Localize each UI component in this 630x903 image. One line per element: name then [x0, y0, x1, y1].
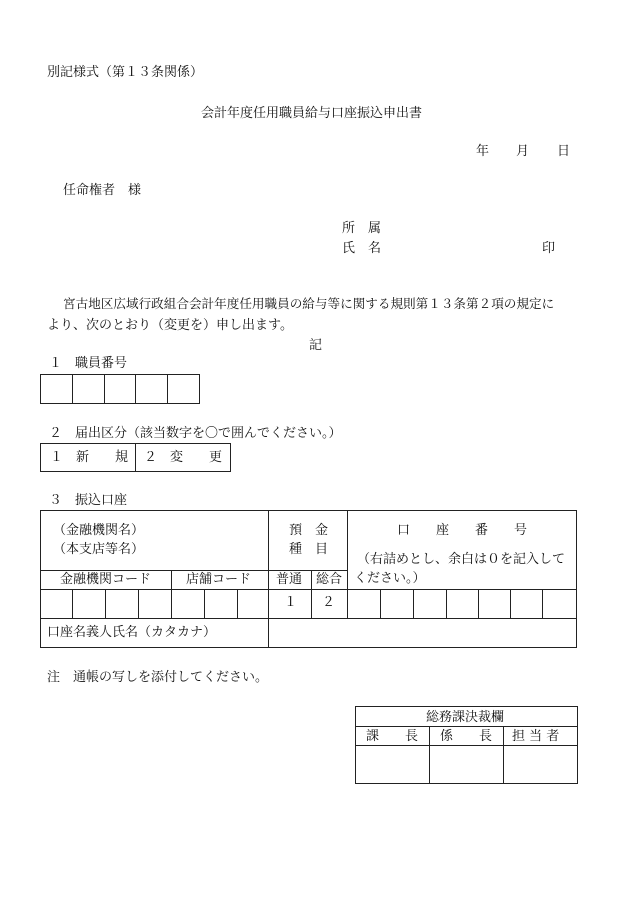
ki-label: 記: [309, 338, 323, 353]
grid-line: [105, 589, 106, 618]
option-new: １ 新 規: [50, 450, 129, 465]
section3-heading: ３ 振込口座: [49, 493, 128, 508]
grid-line: [171, 570, 172, 618]
form-label: 別記様式（第１３条関係）: [47, 65, 204, 80]
date-year: 年: [476, 144, 490, 159]
deposit-type-line2: 種 目: [289, 542, 329, 557]
grid-line: [446, 589, 447, 618]
account-note-line1: （右詰めとし、余白は０を記入して: [357, 552, 566, 567]
grid-line: [40, 570, 348, 571]
seal-label: 印: [542, 241, 556, 256]
grid-line: [104, 374, 105, 403]
grid-line: [237, 589, 238, 618]
futsu-number: １: [284, 595, 298, 610]
affiliation-label: 所 属: [342, 221, 382, 236]
section1-heading: １ 職員番号: [49, 356, 128, 371]
grid-line: [138, 589, 139, 618]
approval-staff: 担 当 者: [512, 729, 560, 744]
date-month: 月: [516, 144, 530, 159]
employee-number-grid: [40, 374, 200, 404]
grid-line: [204, 589, 205, 618]
body-line-2: より、次のとおり（変更を）申し出ます。: [47, 318, 293, 333]
grid-line: [135, 443, 136, 471]
grid-line: [429, 726, 430, 783]
grid-line: [355, 726, 577, 727]
grid-line: [413, 589, 414, 618]
bank-code-label: 金融機関コード: [60, 572, 152, 587]
addressee: 任命権者 様: [63, 183, 142, 198]
bank-name-label: （金融機関名）: [53, 523, 145, 538]
section2-heading: ２ 届出区分（該当数字を〇で囲んでください。）: [49, 426, 342, 441]
grid-line: [478, 589, 479, 618]
date-day: 日: [557, 144, 571, 159]
grid-line: [72, 589, 73, 618]
name-label: 氏 名: [342, 241, 382, 256]
grid-line: [542, 589, 543, 618]
grid-line: [167, 374, 168, 403]
grid-line: [503, 726, 504, 783]
approval-chief: 課 長: [366, 729, 419, 744]
branch-code-label: 店舗コード: [186, 572, 252, 587]
approval-title: 総務課決裁欄: [426, 710, 505, 725]
sogo-number: ２: [322, 595, 336, 610]
grid-line: [135, 374, 136, 403]
account-note-line2: ください。）: [354, 571, 426, 586]
grid-line: [268, 510, 269, 647]
grid-line: [40, 618, 576, 619]
grid-line: [347, 510, 348, 618]
option-change: ２ 変 更: [144, 450, 223, 465]
account-number-label: 口 座 番 号: [397, 523, 528, 538]
deposit-type-line1: 預 金: [289, 523, 329, 538]
futsu-label: 普通: [276, 572, 303, 587]
branch-name-label: （本支店等名）: [53, 542, 145, 557]
note-text: 注 通帳の写しを添付してください。: [47, 670, 269, 685]
grid-line: [311, 570, 312, 618]
grid-line: [380, 589, 381, 618]
grid-line: [40, 589, 576, 590]
grid-line: [510, 589, 511, 618]
body-line-1: 宮古地区広域行政組合会計年度任用職員の給与等に関する規則第１３条第２項の規定に: [63, 296, 555, 311]
grid-line: [355, 745, 577, 746]
sogo-label: 総合: [316, 572, 343, 587]
account-holder-label: 口座名義人氏名（カタカナ）: [47, 625, 217, 640]
approval-subchief: 係 長: [440, 729, 493, 744]
document-title: 会計年度任用職員給与口座振込申出書: [201, 106, 423, 121]
grid-line: [72, 374, 73, 403]
